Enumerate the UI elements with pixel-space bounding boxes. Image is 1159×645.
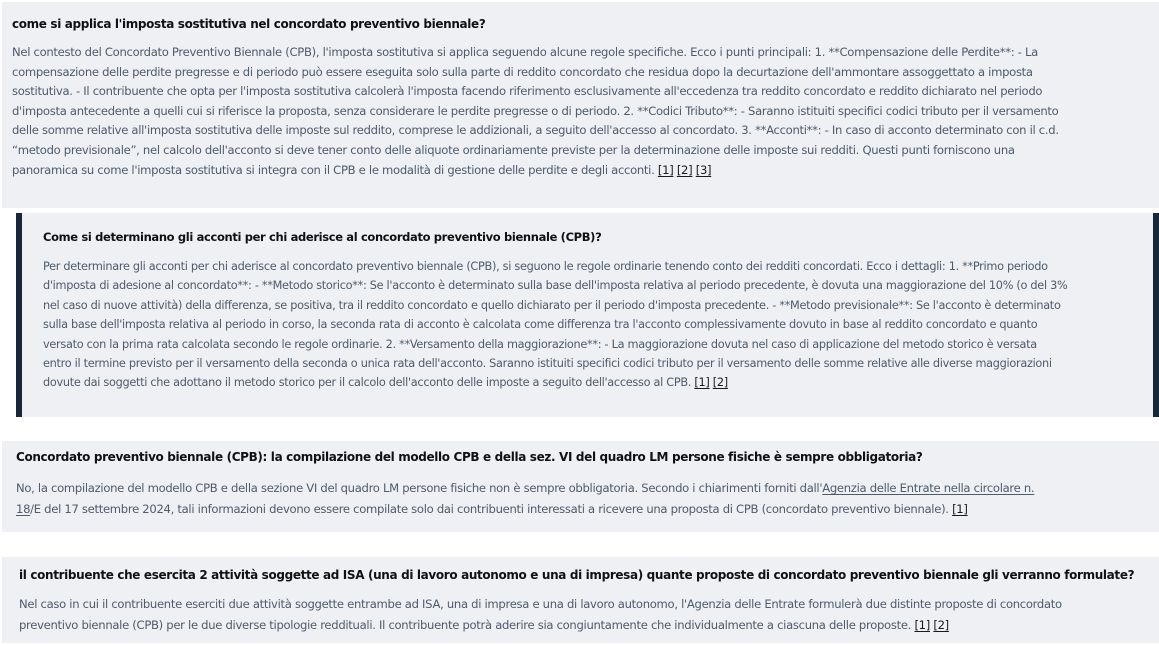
reference-link-2[interactable]: [2] (676, 162, 693, 177)
answer-line: entro il termine previsto per il versamento della seconda o unica rata dell'acconto. Saranno istituiti specifici codici tributo per il versamento delle somme relative alle diverse maggiorazioni (43, 357, 1052, 371)
reference-link-1[interactable]: [1] (657, 162, 674, 177)
faq-question: come si applica l'imposta sostitutiva nel concordato preventivo biennale? (12, 17, 486, 31)
answer-line-last (19, 615, 1159, 636)
faq-answer (12, 43, 1159, 180)
reference-link-2[interactable]: [2] (933, 617, 949, 632)
answer-line-text: preventivo biennale (CPB) per le due diverse tipologie reddituali. Il contribuente potrà aderire sia congiuntamente che individualmente a ciascuna delle proposte. (19, 617, 912, 632)
reference-link-3[interactable]: [3] (695, 162, 712, 177)
faq-answer (43, 257, 1153, 393)
answer-line-last (16, 499, 1159, 520)
faq-answer (19, 594, 1159, 635)
answer-line-last (12, 161, 1159, 181)
answer-line: “metodo previsionale”, nel calcolo dell'acconto si deve tener conto delle aliquote ordinariamente previste per la determinazione delle imposte sui redditi. Questi punti forniscono una (12, 142, 1015, 157)
answer-line-text: No, la compilazione del modello CPB e della sezione VI del quadro LM persone fisiche non è sempre obbligatoria. Secondo i chiarimenti forniti dall' (16, 481, 823, 495)
answer-line: versato con la prima rata calcolata secondo le regole ordinarie. 2. **Versamento della maggiorazione**: - La maggiorazione dovuta nel caso di applicazione del metodo storico è versata (43, 337, 1037, 351)
answer-line: sulla base dell'imposta relativa al periodo in corso, la seconda rata di acconto è calcolata come differenza tra l'acconto complessivamente dovuto in base al reddito concordato e quanto (43, 318, 1038, 332)
answer-line: Nel contesto del Concordato Preventivo Biennale (CPB), l'imposta sostitutiva si applica seguendo alcune regole specifiche. Ecco i punti principali: 1. **Compensazione delle Perdite**: - La (12, 45, 1038, 59)
answer-line-last (43, 373, 1153, 392)
faq-question: Come si determinano gli acconti per chi aderisce al concordato preventivo biennale (CPB)? (43, 230, 602, 244)
reference-link-2[interactable]: [2] (712, 376, 728, 390)
faq-question: il contribuente che esercita 2 attività soggette ad ISA (una di lavoro autonomo e una di impresa) quante proposte di concordato preventivo biennale gli verranno formulate? (19, 568, 1135, 582)
agenzia-entrate-circolare-link[interactable]: Agenzia delle Entrate nella circolare n. (822, 481, 1035, 495)
faq-question: Concordato preventivo biennale (CPB): la compilazione del modello CPB e della sez. VI del quadro LM persone fisiche è sempre obbligatoria? (16, 450, 923, 464)
reference-link-1[interactable]: [1] (914, 617, 930, 632)
answer-line: nel caso di nuove attività) della differenza, se positiva, tra il reddito concordato e quello dichiarato per il periodo d'imposta precedente. - **Metodo previsionale**: Se l'acconto è determinato (43, 298, 1061, 312)
faq-item-acconti-highlighted (16, 213, 1159, 417)
answer-line-text: dovute dai soggetti che adottano il metodo storico per il calcolo dell'acconto delle imposte a seguito dell'accesso al CPB. (43, 376, 692, 390)
agenzia-entrate-circolare-link-cont[interactable]: 18 (16, 501, 31, 516)
answer-line: Per determinare gli acconti per chi aderisce al concordato preventivo biennale (CPB), si seguono le regole ordinarie tenendo conto dei redditi concordati. Ecco i dettagli: 1. **Primo periodo (43, 260, 1048, 273)
answer-line: d'imposta di adesione al concordato**: - **Metodo storico**: Se l'acconto è determinato sulla base dell'imposta relativa al periodo precedente, è dovuta una maggiorazione del 10% (o del 3% (43, 279, 1068, 293)
answer-line: delle somme relative all'imposta sostitutiva delle imposte sul reddito, comprese le addizionali, a seguito dell'accesso al concordato. 3. **Acconti**: - In caso di acconto determinato con il c.d. (12, 123, 1059, 138)
faq-item-imposta-sostitutiva (2, 2, 1159, 208)
reference-link-1[interactable]: [1] (694, 376, 710, 390)
answer-line: d'imposta antecedente a quelli cui si riferisce la proposta, senza considerare le perdite pregresse o di periodo. 2. **Codici Tributo**: - Saranno istituiti specifici codici tributo per il versamento (12, 103, 1059, 118)
answer-line: sostitutiva. - Il contribuente che opta per l'imposta sostitutiva calcolerà l'imposta facendo riferimento esclusivamente all'eccedenza tra reddito concordato e reddito dichiarato nel periodo (12, 84, 1043, 99)
answer-line-text: panoramica su come l'imposta sostitutiva si integra con il CPB e le modalità di gestione delle perdite e degli acconti. (12, 162, 655, 177)
answer-line (16, 478, 1159, 499)
answer-line: compensazione delle perdite pregresse e di periodo può essere eseguita solo sulla parte di reddito concordato che residua dopo la decurtazione dell'ammontare assoggettato a imposta (12, 64, 1033, 79)
faq-answer (16, 478, 1159, 519)
faq-item-modello-cpb (2, 441, 1159, 532)
reference-link-1[interactable]: [1] (952, 501, 968, 516)
faq-item-due-attivita-isa (2, 557, 1159, 643)
answer-line-text: /E del 17 settembre 2024, tali informazioni devono essere compilate solo dai contribuenti interessati a ricevere una proposta di CPB (concordato preventivo biennale). (30, 501, 949, 516)
answer-line: Nel caso in cui il contribuente eserciti due attività soggette entrambe ad ISA, una di impresa e una di lavoro autonomo, l'Agenzia delle Entrate formulerà due distinte proposte di concordato (19, 597, 1062, 611)
